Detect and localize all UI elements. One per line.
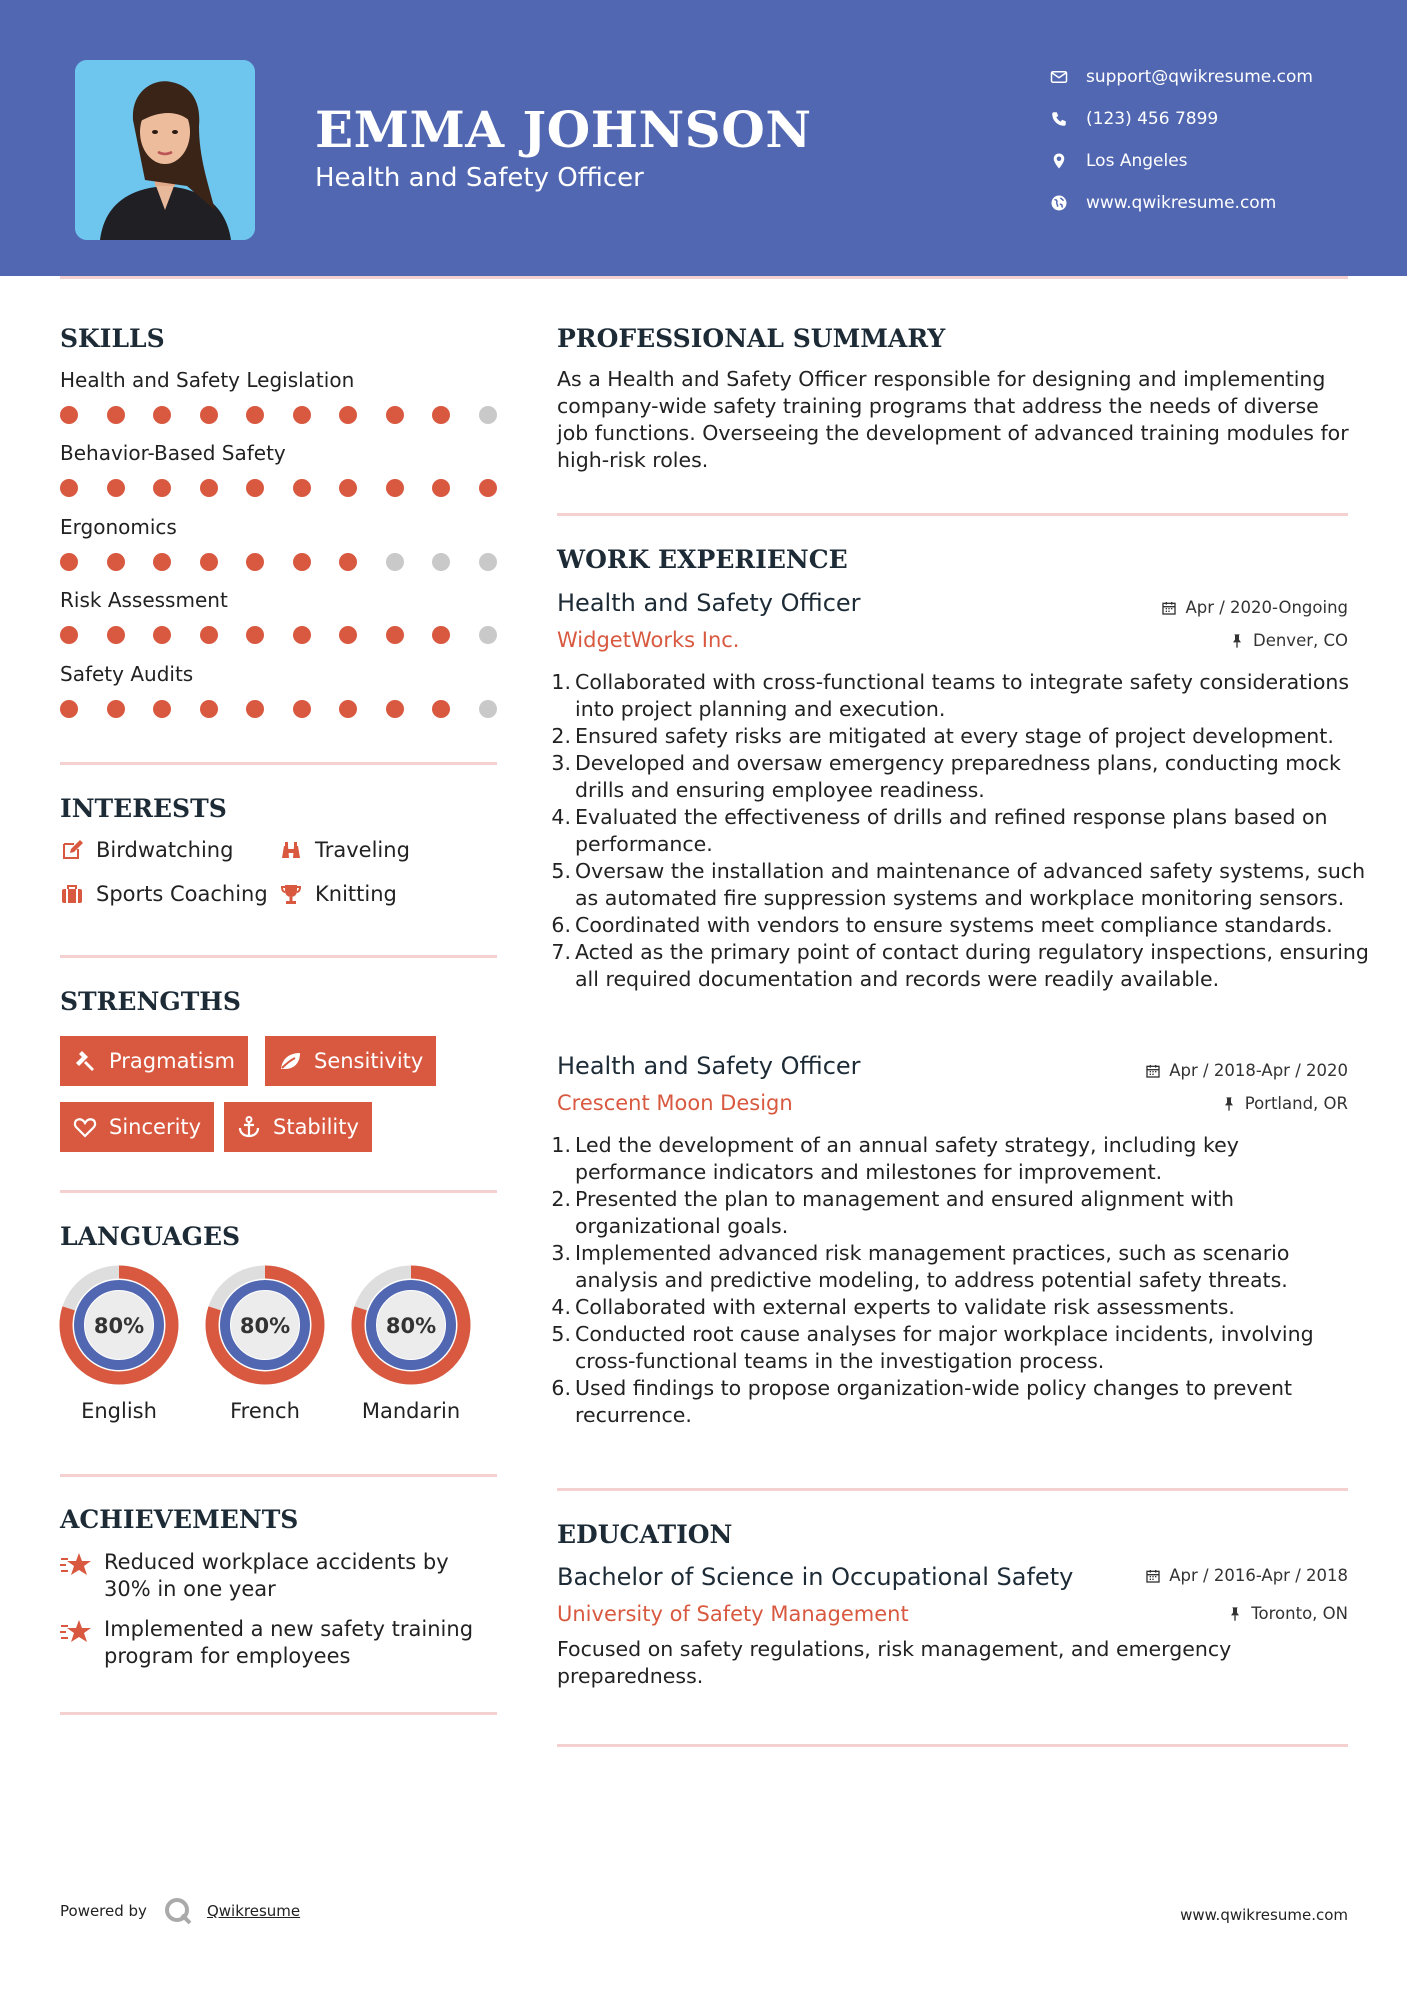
calendar-icon	[1145, 1063, 1161, 1079]
job-bullet: Coordinated with vendors to ensure systems meet compliance standards.	[575, 913, 1333, 937]
rating-dot-filled	[386, 406, 404, 424]
leaf-icon	[278, 1049, 302, 1073]
contact-phone[interactable]	[1050, 98, 1313, 140]
skill-item	[60, 588, 500, 644]
summary-text: As a Health and Safety Officer responsible for designing and implementing company-wide safety training programs that address the needs of diverse job functions. Overseeing the development of advanced training modules for high-risk roles.	[557, 367, 1349, 472]
education-description: Focused on safety regulations, risk management, and emergency preparedness.	[557, 1637, 1232, 1688]
candidate-role: Health and Safety Officer	[315, 163, 644, 193]
strength-label: Sensitivity	[314, 1049, 424, 1073]
contact-email-text: support@qwikresume.com	[1086, 67, 1313, 87]
rating-dot-filled	[479, 479, 497, 497]
skill-item	[60, 368, 500, 424]
calendar-icon	[1161, 600, 1177, 616]
qwikresume-logo-icon	[163, 1896, 193, 1926]
phone-icon	[1050, 110, 1068, 128]
experience-title: WORK EXPERIENCE	[557, 545, 848, 574]
job-bullet: Developed and oversaw emergency preparedness plans, conducting mock drills and ensuring employee readiness.	[575, 751, 1341, 802]
rating-dot-filled	[60, 626, 78, 644]
job-date-text: Apr / 2020-Ongoing	[1185, 598, 1348, 617]
section-divider	[557, 1488, 1348, 1491]
rating-dot-filled	[293, 479, 311, 497]
rating-dot-filled	[432, 406, 450, 424]
rating-dot-filled	[200, 553, 218, 571]
star-icon	[60, 1551, 92, 1579]
rating-dot-filled	[339, 479, 357, 497]
rating-dot-filled	[246, 700, 264, 718]
language-donut	[57, 1263, 181, 1387]
language-donut	[349, 1263, 473, 1387]
rating-dot-filled	[153, 626, 171, 644]
achievement-text: Implemented a new safety training program for employees	[104, 1617, 474, 1668]
calendar-icon	[1145, 1568, 1161, 1584]
education-date	[1145, 1566, 1348, 1585]
contact-email[interactable]	[1050, 56, 1313, 98]
rating-dot-filled	[246, 406, 264, 424]
job-bullets	[557, 1132, 1375, 1429]
section-divider	[60, 1474, 497, 1477]
strength-badge	[60, 1036, 248, 1086]
job-bullet: Presented the plan to management and ensured alignment with organizational goals.	[575, 1187, 1234, 1238]
skill-name: Ergonomics	[60, 515, 177, 539]
skill-rating	[60, 479, 497, 497]
job-bullet: Acted as the primary point of contact during regulatory inspections, ensuring all required documentation and records were readily available.	[575, 940, 1369, 991]
rating-dot-filled	[293, 553, 311, 571]
interest-label: Traveling	[315, 838, 410, 862]
rating-dot-filled	[200, 406, 218, 424]
pushpin-icon	[1221, 1096, 1237, 1112]
skill-item	[60, 662, 500, 718]
strength-badge	[224, 1102, 372, 1152]
pushpin-icon	[1227, 1606, 1243, 1622]
skill-name: Safety Audits	[60, 662, 194, 686]
job-bullet: Implemented advanced risk management practices, such as scenario analysis and predictive modeling, to address potential safety threats.	[575, 1241, 1290, 1292]
interest-item	[60, 838, 233, 862]
rating-dot-filled	[246, 553, 264, 571]
binoculars-icon	[279, 838, 303, 862]
education-date-text: Apr / 2016-Apr / 2018	[1169, 1566, 1348, 1585]
job-bullet: Led the development of an annual safety strategy, including key performance indicators and milestones for improvement.	[575, 1133, 1239, 1184]
skill-item	[60, 441, 500, 497]
achievement-text: Reduced workplace accidents by 30% in one year	[104, 1550, 449, 1601]
interest-item	[279, 838, 410, 862]
contact-phone-text: (123) 456 7899	[1086, 109, 1219, 129]
rating-dot-filled	[386, 626, 404, 644]
rating-dot-filled	[339, 406, 357, 424]
rating-dot-filled	[293, 700, 311, 718]
briefcase-icon	[60, 882, 84, 906]
skill-name: Risk Assessment	[60, 588, 228, 612]
map-pin-icon	[1050, 152, 1068, 170]
rating-dot-filled	[339, 626, 357, 644]
education-title: EDUCATION	[557, 1520, 733, 1549]
education-location	[1227, 1604, 1348, 1623]
language-name: French	[230, 1399, 300, 1423]
rating-dot-empty	[479, 626, 497, 644]
language-item	[349, 1263, 473, 1423]
summary-title: PROFESSIONAL SUMMARY	[557, 324, 946, 353]
language-item	[203, 1263, 327, 1423]
interests-title: INTERESTS	[60, 794, 227, 823]
languages-title: LANGUAGES	[60, 1222, 241, 1251]
job-bullet: Collaborated with cross-functional teams to integrate safety considerations into project planning and execution.	[575, 670, 1350, 721]
job-bullet: Ensured safety risks are mitigated at every stage of project development.	[575, 724, 1334, 748]
rating-dot-filled	[153, 479, 171, 497]
achievements-title: ACHIEVEMENTS	[60, 1505, 299, 1534]
contact-location-text: Los Angeles	[1086, 151, 1188, 171]
job-date	[1145, 1061, 1348, 1080]
rating-dot-filled	[339, 700, 357, 718]
header-divider	[60, 276, 1348, 279]
skill-name: Health and Safety Legislation	[60, 368, 355, 392]
rating-dot-empty	[479, 553, 497, 571]
skill-name: Behavior-Based Safety	[60, 441, 286, 465]
skill-item	[60, 515, 500, 571]
globe-icon	[1050, 194, 1068, 212]
section-divider	[557, 1744, 1348, 1747]
rating-dot-filled	[200, 700, 218, 718]
skill-rating	[60, 700, 497, 718]
rating-dot-filled	[200, 479, 218, 497]
profile-photo	[75, 60, 255, 240]
rating-dot-filled	[246, 479, 264, 497]
pencil-square-icon	[60, 838, 84, 862]
job-bullet: Conducted root cause analyses for major workplace incidents, involving cross-functional teams in the investigation process.	[575, 1322, 1314, 1373]
section-divider	[60, 762, 497, 765]
section-divider	[60, 955, 497, 958]
rating-dot-filled	[107, 479, 125, 497]
language-name: English	[81, 1399, 157, 1423]
rating-dot-filled	[386, 700, 404, 718]
education-location-text: Toronto, ON	[1251, 1604, 1348, 1623]
section-divider	[60, 1190, 497, 1193]
degree-title: Bachelor of Science in Occupational Safety	[557, 1563, 1074, 1591]
language-item	[57, 1263, 181, 1423]
rating-dot-filled	[293, 626, 311, 644]
section-divider	[60, 1712, 497, 1715]
school-name: University of Safety Management	[557, 1602, 909, 1626]
company-name: Crescent Moon Design	[557, 1091, 793, 1115]
strength-label: Pragmatism	[109, 1049, 235, 1073]
rating-dot-filled	[153, 553, 171, 571]
gavel-icon	[73, 1049, 97, 1073]
language-donut	[203, 1263, 327, 1387]
rating-dot-filled	[246, 626, 264, 644]
interest-item	[279, 882, 397, 906]
interest-label: Knitting	[315, 882, 397, 906]
job-bullet: Oversaw the installation and maintenance of advanced safety systems, such as automated fire suppression systems and workplace monitoring sensors.	[575, 859, 1366, 910]
qwikresume-link[interactable]: Qwikresume	[206, 1902, 301, 1920]
interest-item	[60, 882, 268, 906]
language-name: Mandarin	[361, 1399, 461, 1423]
job-location	[1229, 631, 1348, 650]
trophy-icon	[279, 882, 303, 906]
company-name: WidgetWorks Inc.	[557, 628, 740, 652]
rating-dot-filled	[107, 700, 125, 718]
job-location-text: Portland, OR	[1244, 1094, 1348, 1113]
skill-rating	[60, 406, 497, 424]
heart-icon	[73, 1115, 97, 1139]
job-date-text: Apr / 2018-Apr / 2020	[1169, 1061, 1348, 1080]
rating-dot-filled	[386, 479, 404, 497]
donut-percent-label: 80%	[239, 1314, 291, 1338]
rating-dot-empty	[432, 553, 450, 571]
donut-percent-label: 80%	[385, 1314, 437, 1338]
skills-title: SKILLS	[60, 324, 165, 353]
rating-dot-filled	[60, 553, 78, 571]
footer-powered-by	[60, 1896, 300, 1926]
contact-website[interactable]	[1050, 182, 1313, 224]
contact-website-text: www.qwikresume.com	[1086, 193, 1277, 213]
job-location	[1221, 1094, 1348, 1113]
skill-rating	[60, 553, 497, 571]
job-bullet: Collaborated with external experts to validate risk assessments.	[575, 1295, 1235, 1319]
job-bullet: Used findings to propose organization-wide policy changes to prevent recurrence.	[575, 1376, 1293, 1427]
achievement-item	[60, 1616, 500, 1670]
interest-label: Sports Coaching	[96, 882, 268, 906]
interest-label: Birdwatching	[96, 838, 234, 862]
achievement-item	[60, 1549, 500, 1603]
strengths-title: STRENGTHS	[60, 987, 241, 1016]
contact-location	[1050, 140, 1313, 182]
contact-list	[1050, 56, 1313, 224]
rating-dot-filled	[60, 700, 78, 718]
rating-dot-filled	[107, 626, 125, 644]
rating-dot-filled	[60, 406, 78, 424]
job-bullets	[557, 669, 1375, 993]
candidate-name: EMMA JOHNSON	[315, 100, 812, 159]
job-date	[1161, 598, 1348, 617]
rating-dot-filled	[293, 406, 311, 424]
rating-dot-filled	[339, 553, 357, 571]
envelope-icon	[1050, 68, 1068, 86]
strength-badge	[60, 1102, 214, 1152]
strength-label: Stability	[273, 1115, 359, 1139]
strength-badge	[265, 1036, 436, 1086]
pushpin-icon	[1229, 633, 1245, 649]
rating-dot-filled	[432, 700, 450, 718]
powered-by-text: Powered by	[60, 1902, 147, 1920]
rating-dot-empty	[479, 700, 497, 718]
anchor-icon	[237, 1115, 261, 1139]
rating-dot-filled	[60, 479, 78, 497]
job-title: Health and Safety Officer	[557, 1052, 861, 1080]
section-divider	[557, 513, 1348, 516]
footer-website[interactable]: www.qwikresume.com	[1180, 1906, 1348, 1924]
strength-label: Sincerity	[109, 1115, 202, 1139]
rating-dot-filled	[432, 626, 450, 644]
rating-dot-empty	[386, 553, 404, 571]
donut-percent-label: 80%	[93, 1314, 145, 1338]
rating-dot-filled	[153, 700, 171, 718]
skill-rating	[60, 626, 497, 644]
rating-dot-filled	[432, 479, 450, 497]
rating-dot-filled	[107, 406, 125, 424]
rating-dot-filled	[200, 626, 218, 644]
job-location-text: Denver, CO	[1252, 631, 1348, 650]
job-title: Health and Safety Officer	[557, 589, 861, 617]
star-icon	[60, 1618, 92, 1646]
job-bullet: Evaluated the effectiveness of drills and refined response plans based on performance.	[575, 805, 1328, 856]
rating-dot-filled	[153, 406, 171, 424]
rating-dot-empty	[479, 406, 497, 424]
resume-header	[0, 0, 1407, 276]
rating-dot-filled	[107, 553, 125, 571]
